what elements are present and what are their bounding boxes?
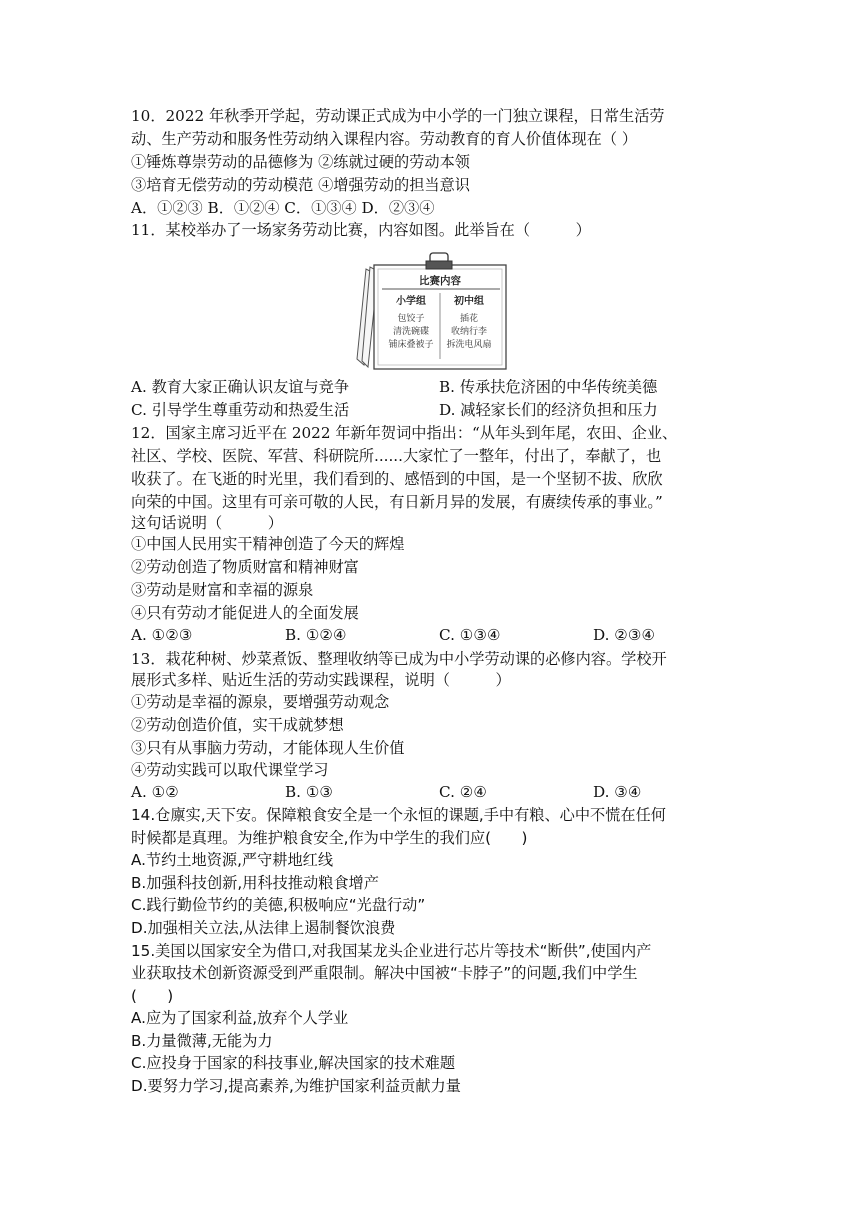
q12-statement-1: ①中国人民用实干精神创造了今天的辉煌 (131, 535, 405, 553)
q15-line-2: 业获取技术创新资源受到严重限制。解决中国被“卡脖子”的问题,我们中学生 (131, 964, 638, 982)
figure-item: 铺床叠被子 (388, 340, 434, 350)
q14-option-a: A.节约土地资源,严守耕地红线 (131, 851, 334, 869)
figure-item: 收纳行李 (450, 327, 488, 337)
q14-line-1: 14.仓廪实,天下安。保障粮食安全是一个永恒的课题,手中有粮、心中不慌在任何 (131, 806, 666, 824)
q12-statement-4: ④只有劳动才能促进人的全面发展 (131, 604, 359, 622)
figure-item: 包饺子 (397, 314, 425, 324)
q12-option-c: C. ①③④ (439, 626, 501, 644)
q15-line-3: ( ) (131, 987, 174, 1005)
q15-option-c: C.应投身于国家的科技事业,解决国家的技术难题 (131, 1054, 456, 1072)
q11-option-a: A. 教育大家正确认识友谊与竞争 (131, 378, 350, 396)
q13-line-2: 展形式多样、贴近生活的劳动实践课程，说明（ ） (131, 671, 511, 689)
q14-option-d: D.加强相关立法,从法律上遏制餐饮浪费 (131, 919, 396, 937)
figure-item: 拆洗电风扇 (446, 340, 492, 350)
competition-content-figure (354, 251, 512, 373)
figure-group-junior: 初中组 (454, 296, 484, 307)
q12-line-2: 社区、学校、医院、军营、科研院所......大家忙了一整年，付出了，奉献了，也 (131, 447, 662, 465)
q10-line-4: ③培育无偿劳动的劳动模范 ④增强劳动的担当意识 (131, 176, 470, 194)
q13-option-b: B. ①③ (285, 783, 334, 801)
q13-statement-3: ③只有从事脑力劳动，才能体现人生价值 (131, 739, 405, 757)
q15-option-b: B.力量微薄,无能为力 (131, 1032, 273, 1050)
q15-option-d: D.要努力学习,提高素养,为维护国家利益贡献力量 (131, 1077, 461, 1095)
q12-option-d: D. ②③④ (593, 626, 656, 644)
figure-group-primary: 小学组 (396, 296, 426, 307)
q14-option-c: C.践行勤俭节约的美德,积极响应“光盘行动” (131, 896, 426, 914)
q13-line-1: 13．栽花种树、炒菜煮饭、整理收纳等已成为中小学劳动课的必修内容。学校开 (131, 650, 667, 668)
q13-statement-2: ②劳动创造价值，实干成就梦想 (131, 716, 344, 734)
q12-line-1: 12．国家主席习近平在 2022 年新年贺词中指出：“从年头到年尾，农田、企业、 (131, 424, 678, 442)
q13-statement-4: ④劳动实践可以取代课堂学习 (131, 761, 329, 779)
q10-options: A．①②③ B．①②④ C．①③④ D．②③④ (131, 199, 435, 217)
q15-option-a: A.应为了国家利益,放弃个人学业 (131, 1009, 349, 1027)
q12-statement-2: ②劳动创造了物质财富和精神财富 (131, 558, 359, 576)
q11-option-d: D. 减轻家长们的经济负担和压力 (439, 401, 658, 419)
figure-item: 清洗碗碟 (392, 327, 430, 337)
q11-option-b: B. 传承扶危济困的中华传统美德 (439, 378, 658, 396)
q13-option-a: A. ①② (131, 783, 179, 801)
q12-option-a: A. ①②③ (131, 626, 193, 644)
q12-line-5: 这句话说明（ ） (131, 514, 283, 532)
q11-stem: 11．某校举办了一场家务劳动比赛，内容如图。此举旨在（ ） (131, 221, 591, 239)
q12-option-b: B. ①②④ (285, 626, 347, 644)
figure-title: 比赛内容 (419, 275, 461, 287)
q13-statement-1: ①劳动是幸福的源泉，要增强劳动观念 (131, 693, 390, 711)
q14-option-b: B.加强科技创新,用科技推动粮食增产 (131, 874, 379, 892)
figure-item: 插花 (459, 314, 479, 324)
q12-line-3: 收获了。在飞逝的时光里，我们看到的、感悟到的中国，是一个坚韧不拔、欣欣 (131, 470, 663, 488)
q13-option-c: C. ②④ (439, 783, 487, 801)
q12-statement-3: ③劳动是财富和幸福的源泉 (131, 581, 314, 599)
q14-line-2: 时候都是真理。为维护粮食安全,作为中学生的我们应( ) (131, 829, 528, 847)
q10-line-1: 10．2022 年秋季开学起，劳动课正式成为中小学的一门独立课程，日常生活劳 (131, 107, 665, 125)
q10-line-2: 动、生产劳动和服务性劳动纳入课程内容。劳动教育的育人价值体现在（ ） (131, 130, 638, 148)
q10-line-3: ①锤炼尊崇劳动的品德修为 ②练就过硬的劳动本领 (131, 153, 470, 171)
q13-option-d: D. ③④ (593, 783, 642, 801)
q11-option-c: C. 引导学生尊重劳动和热爱生活 (131, 401, 350, 419)
q12-line-4: 向荣的中国。这里有可亲可敬的人民，有日新月异的发展，有赓续传承的事业。” (131, 493, 663, 511)
q15-line-1: 15.美国以国家安全为借口,对我国某龙头企业进行芯片等技术“断供”,使国内产 (131, 942, 652, 960)
